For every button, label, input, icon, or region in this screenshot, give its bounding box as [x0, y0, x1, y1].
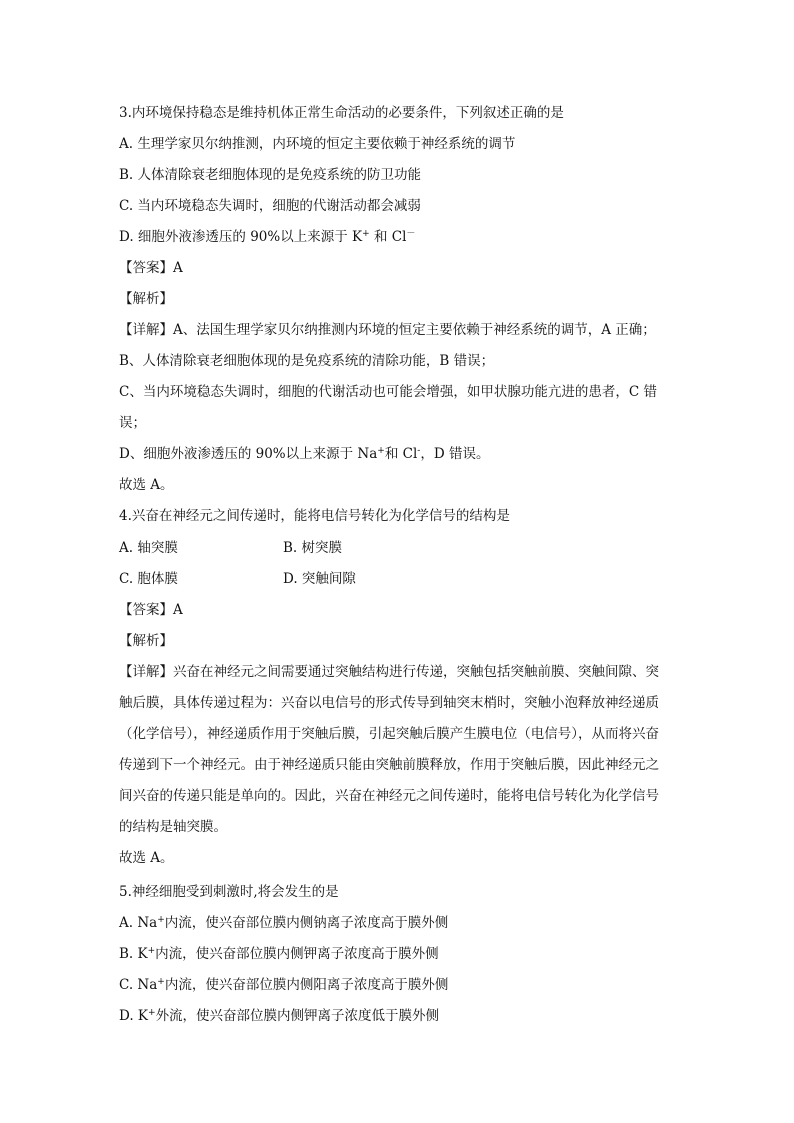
q4-option-b: B. 树突膜: [283, 540, 343, 556]
q3-conclusion: 故选 A。: [119, 477, 174, 493]
q4-option-a: A. 轴突膜: [119, 540, 178, 556]
q3-option-d: D. 细胞外液渗透压的 90%以上来源于 K+ 和 Cl－: [119, 229, 416, 245]
q3-option-b: B. 人体清除衰老细胞体现的是免疫系统的防卫功能: [119, 167, 422, 183]
q4-stem: 4.兴奋在神经元之间传递时，能将电信号转化为化学信号的结构是: [119, 508, 510, 524]
q3-analysis-heading: 【解析】: [119, 291, 173, 307]
q4-answer: 【答案】A: [119, 602, 183, 618]
q3-answer: 【答案】A: [119, 260, 183, 276]
q4-detail-line: 间兴奋的传递只能是单向的。因此，兴奋在神经元之间传递时，能将电信号转化为化学信号: [119, 788, 659, 804]
q4-detail-line: 触后膜，具体传递过程为：兴奋以电信号的形式传导到轴突末梢时，突触小泡释放神经递质: [119, 695, 659, 711]
q4-analysis-heading: 【解析】: [119, 633, 173, 649]
q5-option-c: C. Na+内流，使兴奋部位膜内侧阳离子浓度高于膜外侧: [119, 977, 449, 993]
q3-detail-line: 【详解】A、法国生理学家贝尔纳推测内环境的恒定主要依赖于神经系统的调节，A 正确；: [119, 322, 656, 338]
q4-detail-line: 【详解】兴奋在神经元之间需要通过突触结构进行传递，突触包括突触前膜、突触间隙、突: [119, 664, 659, 680]
q3-detail-line: B、人体清除衰老细胞体现的是免疫系统的清除功能，B 错误；: [119, 353, 495, 369]
q5-stem: 5.神经细胞受到刺激时,将会发生的是: [119, 884, 339, 900]
q5-option-b: B. K+内流，使兴奋部位膜内侧钾离子浓度高于膜外侧: [119, 946, 439, 962]
q5-option-a: A. Na+内流，使兴奋部位膜内侧钠离子浓度高于膜外侧: [119, 915, 449, 931]
q5-option-d: D. K+外流，使兴奋部位膜内侧钾离子浓度低于膜外侧: [119, 1008, 440, 1024]
q4-detail-line: 的结构是轴突膜。: [119, 819, 227, 835]
q4-detail-line: 传递到下一个神经元。由于神经递质只能由突触前膜释放，作用于突触后膜，因此神经元之: [119, 757, 659, 773]
q3-detail-line: D、细胞外液渗透压的 90%以上来源于 Na+和 Cl-，D 错误。: [119, 446, 490, 462]
q4-detail-line: （化学信号），神经递质作用于突触后膜，引起突触后膜产生膜电位（电信号），从而将兴奋: [119, 726, 659, 742]
q4-option-c: C. 胞体膜: [119, 571, 178, 587]
q3-option-c: C. 当内环境稳态失调时，细胞的代谢活动都会减弱: [119, 198, 421, 214]
q4-option-d: D. 突触间隙: [283, 571, 356, 587]
q3-stem: 3.内环境保持稳态是维持机体正常生命活动的必要条件，下列叙述正确的是: [119, 105, 564, 121]
q3-detail-line: 误；: [119, 415, 146, 431]
q3-option-a: A. 生理学家贝尔纳推测，内环境的恒定主要依赖于神经系统的调节: [119, 136, 516, 152]
q3-detail-line: C、当内环境稳态失调时，细胞的代谢活动也可能会增强，如甲状腺功能亢进的患者，C 错: [119, 384, 657, 400]
q4-conclusion: 故选 A。: [119, 850, 174, 866]
